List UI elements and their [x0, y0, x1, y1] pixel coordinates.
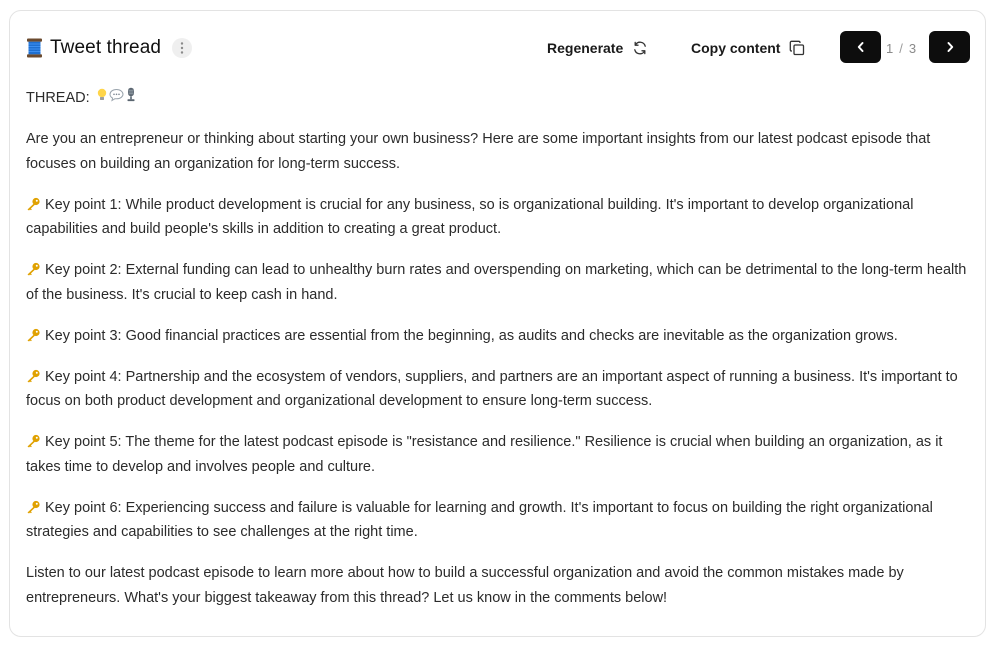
title-group [26, 35, 192, 61]
card-header [10, 11, 985, 83]
thread-content [26, 86, 971, 627]
page-title: Tweet thread [50, 37, 162, 58]
thread-label: THREAD: [26, 90, 90, 106]
copy-content-label: Copy content [691, 40, 781, 56]
key-point-text: Key point 4: Partnership and the ecosystem of vendors, suppliers, and partners are an important aspect of running a business. It's important to focus on both product development and organizational development to ensure long-term success. [26, 368, 958, 409]
more-options-button[interactable] [172, 38, 192, 58]
page-current: 1 [886, 40, 894, 56]
key-icon [26, 195, 41, 209]
key-point-1 [26, 193, 971, 242]
regenerate-button[interactable] [547, 37, 648, 59]
key-point-5 [26, 430, 971, 479]
light-bulb-icon [96, 86, 108, 111]
regenerate-label: Regenerate [547, 40, 624, 56]
key-point-text: Key point 2: External funding can lead to unhealthy burn rates and overspending on marketing, which can be detrimental to the long-term health of the business. It's crucial to keep cash in hand. [26, 262, 967, 303]
page-indicator [886, 39, 926, 57]
key-point-text: Key point 5: The theme for the latest podcast episode is "resistance and resilience." Resilience is crucial when building an organization, as it takes time to develop and involves people and culture. [26, 434, 943, 475]
next-page-button[interactable] [929, 31, 970, 63]
key-icon [26, 432, 41, 446]
key-point-6 [26, 496, 971, 545]
key-icon [26, 498, 41, 512]
key-point-text: Key point 6: Experiencing success and failure is valuable for learning and growth. It's important to focus on building the right organizational strategies and capabilities to see challenges at the right time. [26, 499, 933, 540]
page-separator: / [899, 40, 903, 56]
key-icon [26, 326, 41, 340]
page-total: 3 [908, 40, 917, 56]
microphone-icon [125, 86, 137, 111]
refresh-icon [632, 40, 648, 56]
chevron-left-icon [856, 41, 866, 53]
tweet-thread-card [9, 10, 986, 637]
key-point-text: Key point 1: While product development is crucial for any business, so is organizational building. It's important to develop organizational capabilities and build people's skills in addition to creating a great product. [26, 196, 914, 237]
previous-page-button[interactable] [840, 31, 881, 63]
more-vertical-icon [180, 42, 184, 54]
key-point-4 [26, 365, 971, 414]
thread-intro: Are you an entrepreneur or thinking about starting your own business? Here are some important insights from our latest podcast episode that focuses on building an organization for long-term success. [26, 131, 931, 172]
thread-header-line [26, 86, 971, 111]
key-point-2 [26, 258, 971, 307]
copy-content-button[interactable] [691, 37, 805, 59]
spool-of-thread-icon [26, 38, 43, 58]
key-icon [26, 260, 41, 274]
speech-bubble-icon [109, 86, 124, 111]
key-point-text: Key point 3: Good financial practices are essential from the beginning, as audits and checks are inevitable as the organization grows. [45, 327, 898, 344]
chevron-right-icon [945, 41, 955, 53]
key-icon [26, 367, 41, 381]
key-point-3 [26, 324, 971, 349]
thread-outro: Listen to our latest podcast episode to learn more about how to build a successful organization and avoid the common mistakes made by entrepreneurs. What's your biggest takeaway from this thread? Let us know in the comments below! [26, 565, 904, 606]
copy-icon [789, 40, 805, 56]
